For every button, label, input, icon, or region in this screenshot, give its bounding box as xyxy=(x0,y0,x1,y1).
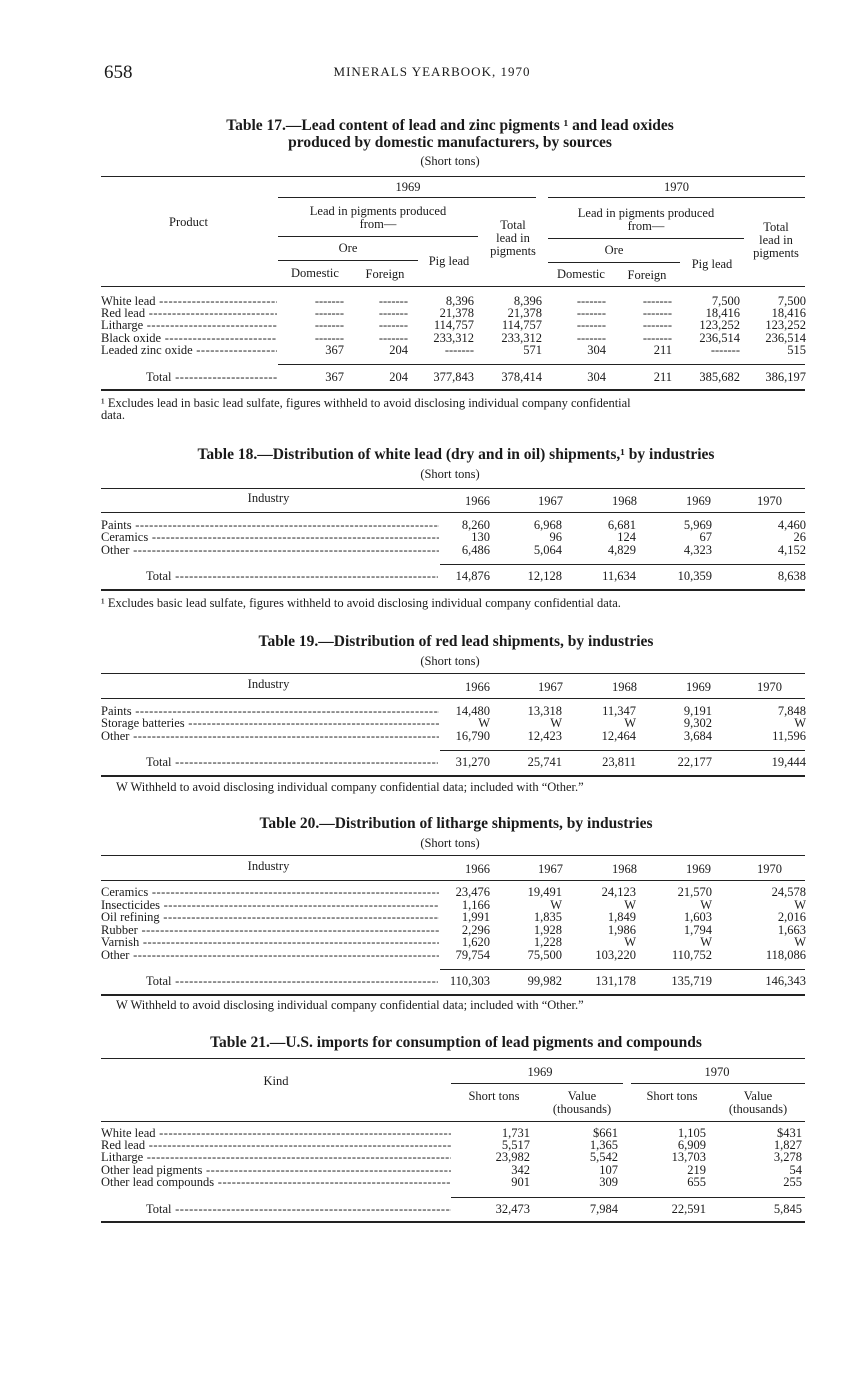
header-year: 1967 xyxy=(538,862,563,876)
t17-footnote-line2: data. xyxy=(101,408,125,422)
table-cell: 67 xyxy=(699,530,712,545)
t17-year-1969: 1969 xyxy=(395,180,421,194)
table-cell: 7,984 xyxy=(589,1202,618,1216)
table-cell: 233,312 xyxy=(501,330,542,345)
table-cell: 16,790 xyxy=(455,728,490,743)
t21-value-1970-2: (thousands) xyxy=(728,1102,788,1116)
table-cell: 8,638 xyxy=(777,569,806,583)
row-label: Paints ----- xyxy=(101,705,439,718)
t21-short-tons-1969: Short tons xyxy=(468,1089,520,1103)
table-cell: 8,260 xyxy=(461,518,490,532)
t17-domestic-1970: Domestic xyxy=(557,267,605,281)
table-cell: W xyxy=(550,897,562,912)
row-label: Paints ----- xyxy=(101,519,439,532)
table-cell: ------- xyxy=(576,330,606,345)
table-cell: 114,757 xyxy=(433,318,474,333)
table-cell: 233,312 xyxy=(433,330,474,345)
table-cell: 236,514 xyxy=(699,330,740,345)
table-cell: ------- xyxy=(378,306,408,321)
table-cell: 386,197 xyxy=(765,370,806,384)
header-industry: Industry xyxy=(247,859,290,873)
table-cell: ------- xyxy=(642,330,672,345)
table-cell: 2,016 xyxy=(777,910,806,925)
table-cell: 1,731 xyxy=(501,1126,530,1140)
header-year: 1966 xyxy=(465,680,490,694)
table-cell: 6,681 xyxy=(607,518,636,532)
table-cell: 12,423 xyxy=(527,728,562,743)
table-17-title-line1: Table 17.—Lead content of lead and zinc pigments ¹ and lead oxides xyxy=(226,117,674,134)
table-cell: W xyxy=(478,716,490,731)
table-cell: ------- xyxy=(314,306,344,321)
table-cell: 11,596 xyxy=(772,728,806,743)
table-cell: ------- xyxy=(378,330,408,345)
running-head: MINERALS YEARBOOK, 1970 xyxy=(333,64,531,79)
table-cell: 110,303 xyxy=(449,974,490,988)
table-cell: 99,982 xyxy=(527,974,562,988)
t17-total-1970-1: Total xyxy=(763,220,789,234)
table-cell: 236,514 xyxy=(765,330,806,345)
t18-footnote: ¹ Excludes basic lead sulfate, figures withheld to avoid disclosing individual company confidential data. xyxy=(101,596,621,610)
table-cell: 367 xyxy=(325,370,344,384)
total-label: Total ----- xyxy=(146,1203,451,1216)
table-cell: 204 xyxy=(389,342,408,357)
table-cell: 23,811 xyxy=(602,755,636,769)
table-cell: 130 xyxy=(471,530,490,545)
table-19-unit: (Short tons) xyxy=(420,654,480,668)
table-cell: W xyxy=(624,716,636,731)
table-cell: 12,128 xyxy=(527,569,562,583)
row-label: Varnish ----- xyxy=(101,936,439,949)
row-label: White lead ----- xyxy=(101,295,277,308)
row-label: Rubber ----- xyxy=(101,924,439,937)
row-label: Litharge ----- xyxy=(101,319,277,332)
table-cell: 5,542 xyxy=(589,1150,618,1165)
table-cell: 96 xyxy=(549,530,562,545)
table-cell: 1,663 xyxy=(777,922,806,937)
page-number: 658 xyxy=(104,62,133,83)
table-cell: 5,064 xyxy=(533,542,562,557)
header-year: 1966 xyxy=(465,494,490,508)
t17-domestic-1969: Domestic xyxy=(291,266,339,280)
t17-ore-1969: Ore xyxy=(338,241,358,255)
table-cell: 3,278 xyxy=(773,1150,802,1165)
table-cell: 24,578 xyxy=(771,885,806,899)
table-cell: 3,684 xyxy=(683,728,712,743)
table-cell: $661 xyxy=(593,1126,618,1140)
table-cell: 26 xyxy=(793,530,806,545)
t17-header-product: Product xyxy=(169,215,208,229)
header-year: 1966 xyxy=(465,862,490,876)
t17-total-1970-2: lead in xyxy=(759,233,793,247)
t19-footnote: W Withheld to avoid disclosing individual company confidential data; included with “Other.” xyxy=(116,780,584,794)
row-label: Leaded zinc oxide ----- xyxy=(101,344,277,357)
table-cell: ------- xyxy=(314,318,344,333)
header-year: 1967 xyxy=(538,680,563,694)
t21-value-1970-1: Value xyxy=(743,1089,773,1103)
table-cell: 79,754 xyxy=(455,948,490,962)
t21-header-kind: Kind xyxy=(263,1074,289,1088)
row-label: Other ----- xyxy=(101,949,439,962)
table-20-title: Table 20.—Distribution of litharge shipments, by industries xyxy=(259,815,653,832)
table-cell: 4,323 xyxy=(683,542,712,557)
table-cell: 22,177 xyxy=(677,755,712,769)
table-cell: 21,378 xyxy=(439,306,474,321)
table-cell: 378,414 xyxy=(501,370,542,384)
table-cell: 18,416 xyxy=(771,306,806,321)
table-cell: 4,152 xyxy=(777,542,806,557)
table-cell: W xyxy=(794,935,806,950)
table-cell: 1,928 xyxy=(533,922,562,937)
table-cell: 7,848 xyxy=(777,704,806,718)
t17-year-1970: 1970 xyxy=(664,180,689,194)
table-cell: 1,603 xyxy=(683,910,712,925)
table-cell: 255 xyxy=(783,1174,802,1189)
total-label: Total ----- xyxy=(146,371,277,384)
table-cell: 135,719 xyxy=(671,974,712,988)
table-cell: 146,343 xyxy=(765,974,806,988)
table-cell: 12,464 xyxy=(601,728,636,743)
header-year: 1970 xyxy=(757,680,782,694)
table-cell: ------- xyxy=(314,294,344,308)
table-cell: ------- xyxy=(642,318,672,333)
t21-year-1970: 1970 xyxy=(704,1065,730,1079)
table-cell: W xyxy=(624,935,636,950)
table-cell: 23,476 xyxy=(455,885,490,899)
t20-footnote: W Withheld to avoid disclosing individual company confidential data; included with “Other.” xyxy=(116,998,584,1012)
table-cell: 11,347 xyxy=(602,704,636,718)
header-year: 1969 xyxy=(686,494,711,508)
table-cell: 10,359 xyxy=(677,569,712,583)
table-cell: W xyxy=(700,897,712,912)
t17-from-1970: from— xyxy=(627,219,665,233)
table-cell: 219 xyxy=(687,1162,706,1177)
t17-footnote-line1: ¹ Excludes lead in basic lead sulfate, figures withheld to avoid disclosing individual company confidential xyxy=(101,396,631,410)
t17-total-1970-3: pigments xyxy=(753,246,799,260)
total-label: Total ----- xyxy=(146,756,438,769)
table-cell: 11,634 xyxy=(602,569,636,583)
table-cell: 1,827 xyxy=(773,1138,802,1153)
table-cell: 515 xyxy=(787,342,806,357)
row-label: Black oxide ----- xyxy=(101,332,277,345)
table-cell: ------- xyxy=(642,294,672,308)
table-cell: W xyxy=(794,716,806,731)
t21-value-1969-1: Value xyxy=(567,1089,597,1103)
row-label: Other lead compounds ----- xyxy=(101,1176,451,1189)
table-cell: 4,460 xyxy=(777,518,806,532)
table-cell: ------- xyxy=(710,342,740,357)
table-cell: 24,123 xyxy=(601,885,636,899)
table-cell: 131,178 xyxy=(595,974,636,988)
header-year: 1969 xyxy=(686,862,711,876)
table-cell: 8,396 xyxy=(513,294,542,308)
table-cell: 204 xyxy=(389,370,408,384)
t17-pig-lead-1969: Pig lead xyxy=(428,254,470,268)
header-year: 1968 xyxy=(612,494,637,508)
table-cell: 6,968 xyxy=(533,518,562,532)
table-cell: 114,757 xyxy=(501,318,542,333)
table-cell: $431 xyxy=(777,1126,802,1140)
table-cell: 1,166 xyxy=(461,897,490,912)
t17-total-1969-3: pigments xyxy=(490,244,536,258)
table-cell: 1,228 xyxy=(533,935,562,950)
table-cell: 8,396 xyxy=(445,294,474,308)
table-cell: 5,845 xyxy=(773,1202,802,1216)
table-cell: 309 xyxy=(599,1174,618,1189)
t17-total-1969-2: lead in xyxy=(496,231,530,245)
table-17-unit: (Short tons) xyxy=(420,154,480,168)
table-cell: W xyxy=(794,897,806,912)
t21-year-1969: 1969 xyxy=(527,1065,553,1079)
header-year: 1968 xyxy=(612,680,637,694)
table-cell: 1,991 xyxy=(461,910,490,925)
header-year: 1968 xyxy=(612,862,637,876)
table-18-unit: (Short tons) xyxy=(420,467,480,481)
table-cell: 118,086 xyxy=(765,948,806,962)
table-cell: 13,318 xyxy=(527,704,562,718)
table-cell: 4,829 xyxy=(607,542,636,557)
row-label: Other ----- xyxy=(101,544,439,557)
t17-ore-1970: Ore xyxy=(604,243,624,257)
table-cell: ------- xyxy=(378,294,408,308)
row-label: Other ----- xyxy=(101,730,439,743)
table-cell: 75,500 xyxy=(527,948,562,962)
t21-short-tons-1970: Short tons xyxy=(646,1089,698,1103)
table-cell: 123,252 xyxy=(699,318,740,333)
table-cell: 103,220 xyxy=(595,948,636,962)
table-20-unit: (Short tons) xyxy=(420,836,480,850)
table-cell: 13,703 xyxy=(671,1150,706,1165)
table-cell: 385,682 xyxy=(699,370,740,384)
table-cell: 107 xyxy=(599,1162,618,1177)
row-label: Insecticides ----- xyxy=(101,899,439,912)
row-label: Ceramics ----- xyxy=(101,886,439,899)
table-cell: 7,500 xyxy=(711,294,740,308)
total-label: Total ----- xyxy=(146,570,438,583)
table-cell: W xyxy=(700,935,712,950)
t21-value-1969-2: (thousands) xyxy=(552,1102,612,1116)
row-label: Red lead ----- xyxy=(101,307,277,320)
row-label: White lead ----- xyxy=(101,1127,451,1140)
header-year: 1970 xyxy=(757,862,782,876)
table-cell: 124 xyxy=(617,530,636,545)
table-cell: 304 xyxy=(587,342,606,357)
header-industry: Industry xyxy=(247,677,290,691)
table-cell: 377,843 xyxy=(433,370,474,384)
table-17-title-line2: produced by domestic manufacturers, by sources xyxy=(288,134,612,151)
table-cell: 14,480 xyxy=(455,704,490,718)
table-cell: 14,876 xyxy=(455,569,490,583)
row-label: Ceramics ----- xyxy=(101,531,439,544)
total-label: Total ----- xyxy=(146,975,438,988)
table-cell: 1,835 xyxy=(533,910,562,925)
table-cell: 25,741 xyxy=(527,755,562,769)
table-cell: 110,752 xyxy=(671,948,712,962)
table-cell: ------- xyxy=(444,342,474,357)
table-cell: 5,517 xyxy=(501,1138,530,1153)
table-cell: 123,252 xyxy=(765,318,806,333)
table-cell: ------- xyxy=(378,318,408,333)
header-industry: Industry xyxy=(247,491,290,505)
table-cell: 1,105 xyxy=(677,1126,706,1140)
table-cell: 31,270 xyxy=(455,755,490,769)
t17-pig-lead-1970: Pig lead xyxy=(691,257,733,271)
table-cell: 19,444 xyxy=(771,755,806,769)
table-cell: 1,849 xyxy=(607,910,636,925)
table-cell: 304 xyxy=(587,370,606,384)
table-cell: ------- xyxy=(576,294,606,308)
table-cell: 21,570 xyxy=(677,885,712,899)
table-cell: 5,969 xyxy=(683,518,712,532)
table-cell: ------- xyxy=(314,330,344,345)
table-cell: 211 xyxy=(653,370,672,384)
table-cell: 901 xyxy=(511,1174,530,1189)
t17-lead-in-pigments-1970: Lead in pigments produced xyxy=(577,206,715,220)
table-cell: 9,191 xyxy=(683,704,712,718)
header-year: 1970 xyxy=(757,494,782,508)
table-cell: 1,365 xyxy=(589,1138,618,1153)
table-cell: 19,491 xyxy=(527,885,562,899)
table-cell: 1,986 xyxy=(607,922,636,937)
row-label: Red lead ----- xyxy=(101,1139,451,1152)
header-year: 1969 xyxy=(686,680,711,694)
table-cell: 22,591 xyxy=(671,1202,706,1216)
table-cell: 571 xyxy=(523,342,542,357)
table-cell: W xyxy=(550,716,562,731)
table-cell: 211 xyxy=(653,342,672,357)
table-cell: 6,486 xyxy=(461,542,490,557)
table-cell: 367 xyxy=(325,342,344,357)
row-label: Litharge ----- xyxy=(101,1151,451,1164)
header-year: 1967 xyxy=(538,494,563,508)
t17-foreign-1969: Foreign xyxy=(365,267,405,281)
table-cell: 7,500 xyxy=(777,294,806,308)
t17-foreign-1970: Foreign xyxy=(627,268,667,282)
t17-lead-in-pigments-1969: Lead in pigments produced xyxy=(309,204,447,218)
row-label: Storage batteries ----- xyxy=(101,717,439,730)
table-cell: ------- xyxy=(642,306,672,321)
table-cell: ------- xyxy=(576,318,606,333)
table-cell: 655 xyxy=(687,1174,706,1189)
table-cell: 342 xyxy=(511,1162,530,1177)
table-cell: ------- xyxy=(576,306,606,321)
row-label: Other lead pigments ----- xyxy=(101,1164,451,1177)
table-cell: 9,302 xyxy=(683,716,712,731)
t17-from-1969: from— xyxy=(359,217,397,231)
table-cell: 18,416 xyxy=(705,306,740,321)
table-19-title: Table 19.—Distribution of red lead shipments, by industries xyxy=(258,633,654,650)
table-cell: 2,296 xyxy=(461,922,490,937)
t17-total-1969-1: Total xyxy=(500,218,526,232)
table-21-title: Table 21.—U.S. imports for consumption of lead pigments and compounds xyxy=(210,1034,702,1051)
table-cell: 1,620 xyxy=(461,935,490,950)
table-cell: 1,794 xyxy=(683,922,712,937)
table-cell: 21,378 xyxy=(507,306,542,321)
row-label: Oil refining ----- xyxy=(101,911,439,924)
table-18-title: Table 18.—Distribution of white lead (dry and in oil) shipments,¹ by industries xyxy=(197,446,715,463)
table-cell: 32,473 xyxy=(495,1202,530,1216)
table-cell: 6,909 xyxy=(677,1138,706,1153)
table-cell: W xyxy=(624,897,636,912)
table-cell: 54 xyxy=(789,1162,802,1177)
table-cell: 23,982 xyxy=(495,1150,530,1165)
